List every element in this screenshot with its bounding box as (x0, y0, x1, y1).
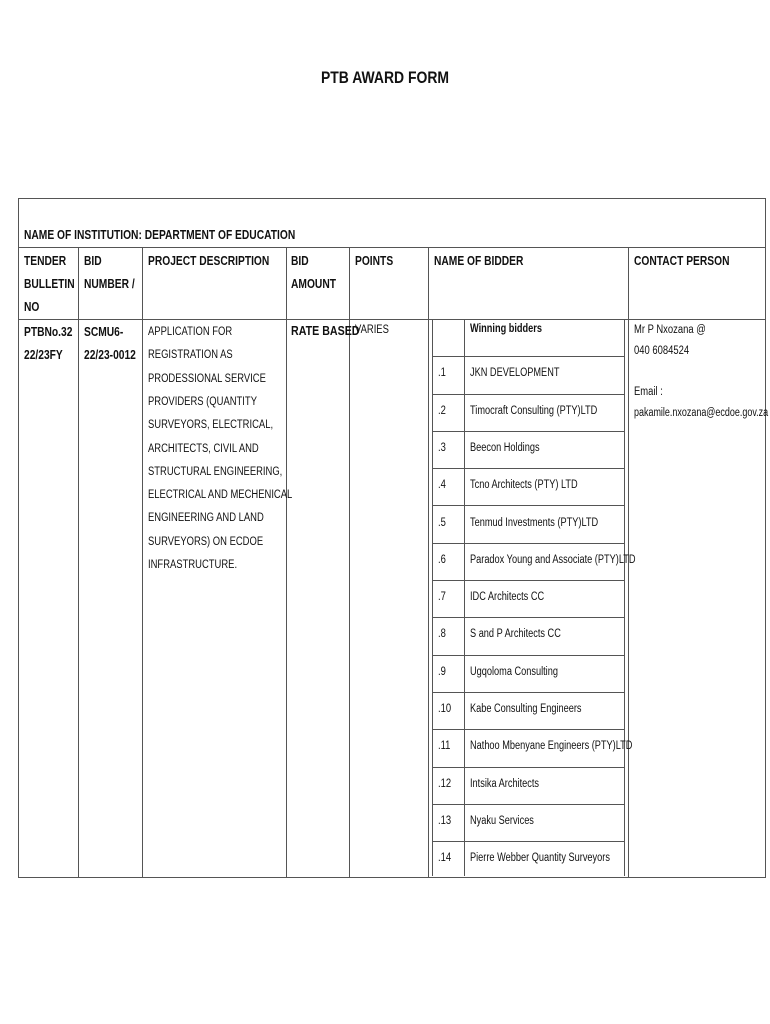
table-row (432, 618, 625, 655)
bidder-name: Nyaku Services (470, 814, 534, 827)
project-description-line: REGISTRATION AS (148, 349, 233, 362)
table-row (432, 805, 625, 842)
project-description-line: PROVIDERS (QUANTITY (148, 395, 257, 408)
bidder-number: .10 (438, 703, 452, 715)
bidder-number: .2 (438, 404, 446, 417)
bid-number-2: 22/23-0012 (84, 348, 136, 362)
bidder-number: .9 (438, 665, 446, 678)
contact-name: Mr P Nxozana @ (634, 324, 706, 336)
header-tender-bulletin-3: NO (24, 300, 40, 314)
bidder-number: .4 (438, 479, 446, 492)
bidder-number: .3 (438, 441, 446, 454)
project-description-line: SURVEYORS) ON ECDOE (148, 535, 264, 548)
bidder-name: Intsika Architects (470, 777, 540, 790)
project-description-line: PRODESSIONAL SERVICE (148, 372, 266, 385)
bidder-number: .13 (438, 814, 452, 827)
table-row (432, 768, 625, 805)
tender-bulletin-1: PTBNo.32 (24, 325, 73, 339)
table-row (432, 432, 625, 469)
table-row (432, 507, 625, 544)
bidder-name: Pierre Webber Quantity Surveyors (470, 852, 610, 865)
divider (428, 247, 429, 878)
header-bid-number-1: BID (84, 254, 102, 268)
table-row (432, 842, 625, 879)
contact-phone: 040 6084524 (634, 345, 690, 357)
bidder-number: .6 (438, 553, 446, 566)
bidder-name: IDC Architects CC (470, 591, 545, 604)
table-row (432, 581, 625, 618)
header-bid-amount-2: AMOUNT (291, 277, 336, 291)
project-description-line: STRUCTURAL ENGINEERING, (148, 465, 283, 478)
header-bid-number-2: NUMBER / (84, 277, 135, 291)
bidder-list (432, 320, 636, 876)
winning-bidders-header: Winning bidders (470, 323, 542, 335)
bidder-name: S and P Architects CC (470, 628, 561, 641)
divider (286, 247, 287, 878)
header-name-of-bidder: NAME OF BIDDER (434, 254, 524, 268)
contact-email[interactable]: pakamile.nxozana@ecdoe.gov.za (634, 407, 769, 419)
project-description-line: SURVEYORS, ELECTRICAL, (148, 419, 274, 432)
award-table (18, 198, 769, 878)
bidder-number: .5 (438, 516, 446, 529)
project-description-line: ELECTRICAL AND MECHENICAL (148, 489, 293, 502)
bidder-number: .8 (438, 628, 446, 641)
bidder-number: .1 (438, 367, 446, 380)
table-row (432, 693, 625, 730)
divider (18, 247, 766, 248)
tender-bulletin-2: 22/23FY (24, 348, 63, 362)
header-project-description: PROJECT DESCRIPTION (148, 254, 270, 268)
bid-amount: RATE BASED (291, 323, 360, 338)
bidder-name: Tcno Architects (PTY) LTD (470, 479, 578, 492)
bidder-name: JKN DEVELOPMENT (470, 367, 560, 380)
table-row (432, 395, 625, 432)
points-value: VARIES (355, 324, 389, 336)
table-row (432, 544, 636, 581)
header-points: POINTS (355, 254, 394, 268)
bidder-name: Timocraft Consulting (PTY)LTD (470, 404, 598, 417)
institution-name: NAME OF INSTITUTION: DEPARTMENT OF EDUCATION (24, 228, 296, 242)
bidder-number: .14 (438, 852, 452, 865)
bidder-name: Ugqoloma Consulting (470, 665, 558, 678)
bidder-number: .11 (438, 740, 451, 753)
bidder-name: Beecon Holdings (470, 441, 540, 454)
bidder-number: .7 (438, 591, 446, 604)
project-description-line: INFRASTRUCTURE. (148, 559, 238, 571)
bidder-number: .12 (438, 777, 452, 790)
header-tender-bulletin-2: BULLETIN (24, 277, 75, 291)
table-row (432, 656, 625, 693)
bidder-name: Nathoo Mbenyane Engineers (PTY)LTD (470, 740, 633, 753)
form-title: PTB AWARD FORM (320, 68, 450, 87)
header-tender-bulletin-1: TENDER (24, 254, 67, 268)
bidder-name: Kabe Consulting Engineers (470, 703, 582, 715)
project-description-line: APPLICATION FOR (148, 326, 233, 338)
project-description-line: ENGINEERING AND LAND (148, 512, 264, 525)
bidder-name: Tenmud Investments (PTY)LTD (470, 516, 599, 529)
header-contact-person: CONTACT PERSON (634, 254, 730, 268)
contact-email-label: Email : (634, 386, 663, 398)
divider (142, 247, 143, 878)
divider (78, 247, 79, 878)
table-row (432, 469, 625, 506)
table-row (432, 357, 625, 394)
winning-bidders-header-row (432, 320, 625, 357)
bidder-name: Paradox Young and Associate (PTY)LTD (470, 553, 636, 566)
table-row (432, 730, 633, 767)
bid-number-1: SCMU6- (84, 325, 124, 339)
project-description-line: ARCHITECTS, CIVIL AND (148, 442, 259, 455)
header-bid-amount-1: BID (291, 254, 309, 268)
